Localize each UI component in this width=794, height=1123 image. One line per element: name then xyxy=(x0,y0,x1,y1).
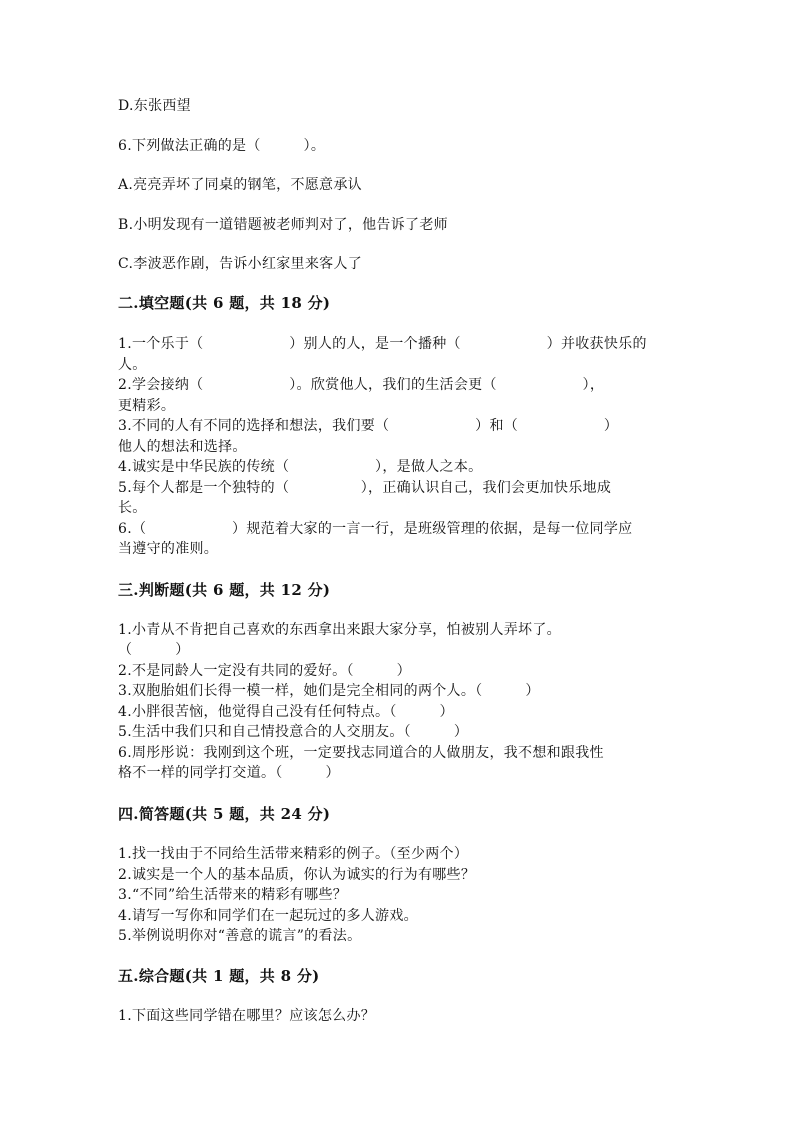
fill-line: 长。 xyxy=(118,500,147,516)
judge-line: （ ） xyxy=(118,642,190,658)
fill-line: 1.一个乐于（ ）别人的人，是一个播种（ ）并收获快乐的 xyxy=(118,336,647,352)
question-6-stem: 6.下列做法正确的是（ ）。 xyxy=(118,138,326,154)
fill-line: 当遵守的准则。 xyxy=(118,541,219,557)
fill-line: 人。 xyxy=(118,357,147,373)
composite-line: 1.下面这些同学错在哪里？应该怎么办？ xyxy=(118,1008,376,1024)
judge-line: 6.周彤彤说：我刚到这个班，一定要找志同道合的人做朋友，我不想和跟我性 xyxy=(118,745,604,761)
short-answer-line: 3.“不同”给生活带来的精彩有哪些？ xyxy=(118,887,348,903)
option-d: D.东张西望 xyxy=(118,98,191,114)
fill-line: 2.学会接纳（ ）。欣赏他人，我们的生活会更（ ）， xyxy=(118,377,605,393)
judge-line: 格不一样的同学打交道。（ ） xyxy=(118,765,340,781)
fill-line: 4.诚实是中华民族的传统（ ），是做人之本。 xyxy=(118,459,483,475)
option-b: B.小明发现有一道错题被老师判对了，他告诉了老师 xyxy=(118,217,448,233)
composite-section-heading: 五.综合题(共 1 题，共 8 分) xyxy=(118,967,320,985)
option-a: A.亮亮弄坏了同桌的钢笔，不愿意承认 xyxy=(118,177,362,193)
short-answer-line: 4.请写一写你和同学们在一起玩过的多人游戏。 xyxy=(118,908,418,924)
short-answer-section-heading: 四.简答题(共 5 题，共 24 分) xyxy=(118,805,331,823)
short-answer-line: 5.举例说明你对“善意的谎言”的看法。 xyxy=(118,928,362,944)
judge-line: 1.小青从不肯把自己喜欢的东西拿出来跟大家分享，怕被别人弄坏了。 xyxy=(118,622,561,638)
fill-line: 更精彩。 xyxy=(118,398,176,414)
short-answer-line: 2.诚实是一个人的基本品质，你认为诚实的行为有哪些？ xyxy=(118,867,476,883)
fill-line: 6.（ ）规范着大家的一言一行，是班级管理的依据，是每一位同学应 xyxy=(118,521,633,537)
judge-line: 3.双胞胎姐们长得一模一样，她们是完全相同的两个人。（ ） xyxy=(118,683,540,699)
judge-line: 4.小胖很苦恼，他觉得自己没有任何特点。（ ） xyxy=(118,704,454,720)
judge-line: 5.生活中我们只和自己情投意合的人交朋友。（ ） xyxy=(118,724,469,740)
fill-line: 3.不同的人有不同的选择和想法，我们要（ ）和（ ） xyxy=(118,418,619,434)
fill-section-heading: 二.填空题(共 6 题，共 18 分) xyxy=(118,294,331,312)
fill-line: 5.每个人都是一个独特的（ ），正确认识自己，我们会更加快乐地成 xyxy=(118,480,612,496)
judge-line: 2.不是同龄人一定没有共同的爱好。（ ） xyxy=(118,663,411,679)
judge-section-heading: 三.判断题(共 6 题，共 12 分) xyxy=(118,581,331,599)
fill-line: 他人的想法和选择。 xyxy=(118,439,247,455)
short-answer-line: 1.找一找由于不同给生活带来精彩的例子。（至少两个） xyxy=(118,846,469,862)
option-c: C.李波恶作剧，告诉小红家里来客人了 xyxy=(118,256,363,272)
